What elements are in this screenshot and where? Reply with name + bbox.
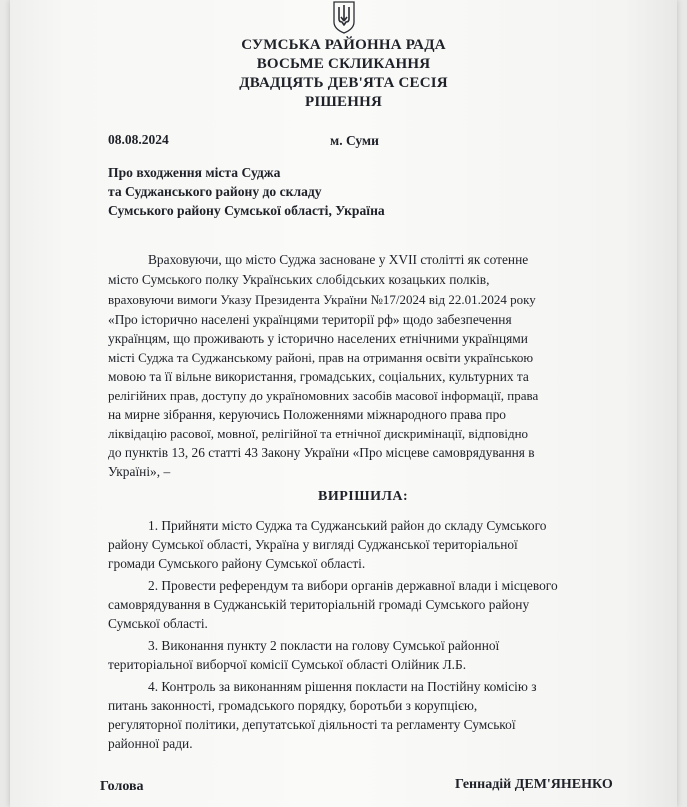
preamble-line: «Про історично населені українцями території рф» щодо забезпечення (108, 312, 512, 327)
preamble-line: місто Сумського полку Українських слобідських козацьких полків, (108, 272, 490, 287)
decision-date: 08.08.2024 (108, 132, 169, 147)
convocation: ВОСЬМЕ СКЛИКАННЯ (256, 56, 431, 72)
decided-heading: ВИРІШИЛА: (318, 489, 409, 504)
preamble-line: враховуючи вимоги Указу Президента України №17/2024 від 22.01.2024 року (108, 292, 536, 307)
item-line: питань законності, громадського порядку, боротьби з корупцією, (108, 698, 478, 713)
decision-place: м. Суми (330, 133, 379, 148)
preamble-line: ліквідацію расової, мовної, релігійної та етнічної дискримінації, відповідно (108, 426, 529, 441)
item-line: Сумської області. (108, 616, 208, 631)
subject-line: Сумського району Сумської області, Україна (108, 203, 385, 218)
item-line: територіальної виборчої комісії Сумської області Олійник Л.Б. (108, 657, 467, 672)
preamble-line: релігійних прав, доступу до україномовних засобів масової інформації, права (108, 388, 539, 403)
preamble-line: на мирне зібрання, керуючись Положеннями міжнародного права про (108, 407, 506, 422)
council-name: СУМСЬКА РАЙОННА РАДА (241, 37, 446, 53)
item-line: регуляторної політики, депутатської діяльності та регламенту Сумської (108, 717, 516, 732)
subject-line: та Суджанського району до складу (108, 184, 322, 199)
preamble-line: місті Суджа та Суджанському районі, прав на отримання освіти українською (108, 350, 534, 365)
preamble-line: українцям, що проживають у історично населених етнічними українцями (108, 331, 528, 346)
item-line: 3. Виконання пункту 2 покласти на голову Сумської районної (148, 638, 500, 653)
preamble-line: мовою та її вільне використання, громадських, соціальних, культурних та (108, 369, 529, 384)
session-number: ДВАДЦЯТЬ ДЕВ'ЯТА СЕСІЯ (239, 75, 448, 91)
signatory-title: Голова (100, 779, 144, 794)
preamble-line: до пунктів 13, 26 статті 43 Закону України «Про місцеве самоврядування в (108, 445, 535, 460)
item-line: самоврядування в Суджанській територіальній громаді Сумського району (108, 597, 530, 612)
preamble-line: Україні», – (108, 464, 171, 479)
item-line: громади Сумського району Сумської області. (108, 556, 366, 571)
item-line: 2. Провести референдум та вибори органів державної влади і місцевого (148, 578, 558, 593)
subject-line: Про входження міста Суджа (108, 165, 281, 180)
item-line: 1. Прийняти місто Суджа та Суджанський район до складу Сумського (148, 518, 547, 533)
document-type: РІШЕННЯ (304, 94, 383, 110)
coat-of-arms-icon (331, 0, 357, 34)
item-line: району Сумської області, Україна у вигляді Суджанської територіальної (108, 537, 518, 552)
item-line: 4. Контроль за виконанням рішення покласти на Постійну комісію з (148, 679, 537, 694)
item-line: районної ради. (108, 736, 193, 751)
signatory-name: Геннадій ДЕМ'ЯНЕНКО (455, 777, 613, 792)
preamble-line: Враховуючи, що місто Суджа засноване у XVII столітті як сотенне (148, 252, 529, 267)
